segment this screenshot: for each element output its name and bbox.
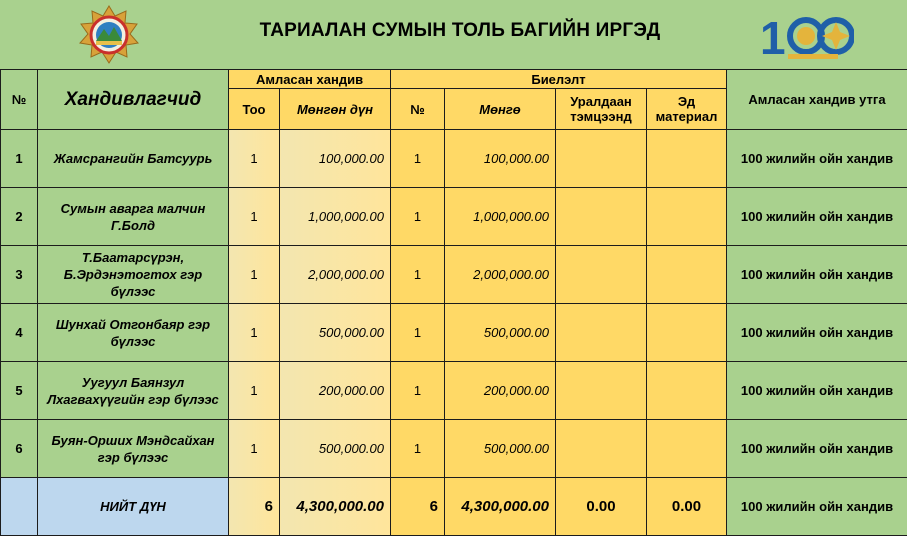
row-amount: 500,000.00 (280, 304, 391, 362)
row-contest (556, 420, 647, 478)
total-fulfilled-no: 6 (391, 478, 445, 536)
row-fulfilled-money: 1,000,000.00 (445, 188, 556, 246)
total-count: 6 (229, 478, 280, 536)
row-purpose: 100 жилийн ойн хандив (727, 188, 907, 246)
row-no: 3 (1, 246, 38, 304)
row-contest (556, 304, 647, 362)
row-contest (556, 130, 647, 188)
donation-table (0, 69, 907, 536)
title-bar (0, 0, 907, 70)
total-row (1, 478, 907, 536)
row-contest (556, 362, 647, 420)
row-count: 1 (229, 188, 280, 246)
header-fulfilled-no: № (391, 89, 445, 130)
total-purpose: 100 жилийн ойн хандив (727, 478, 907, 536)
row-material (647, 420, 727, 478)
row-no: 4 (1, 304, 38, 362)
total-blank-cell (1, 478, 38, 536)
row-fulfilled-money: 500,000.00 (445, 304, 556, 362)
row-count: 1 (229, 362, 280, 420)
header-no: № (1, 70, 38, 130)
row-donor: Жамсрангийн Батсуурь (38, 130, 229, 188)
row-fulfilled-no: 1 (391, 130, 445, 188)
table-row (1, 188, 907, 246)
header-fulfilled-group: Биелэлт (391, 70, 727, 89)
row-fulfilled-no: 1 (391, 362, 445, 420)
row-fulfilled-no: 1 (391, 246, 445, 304)
row-count: 1 (229, 304, 280, 362)
row-no: 1 (1, 130, 38, 188)
row-fulfilled-money: 100,000.00 (445, 130, 556, 188)
page-title: ТАРИАЛАН СУМЫН ТОЛЬ БАГИЙН ИРГЭД (259, 20, 661, 41)
row-amount: 2,000,000.00 (280, 246, 391, 304)
row-no: 5 (1, 362, 38, 420)
row-material (647, 188, 727, 246)
row-fulfilled-no: 1 (391, 188, 445, 246)
row-no: 6 (1, 420, 38, 478)
row-purpose: 100 жилийн ойн хандив (727, 304, 907, 362)
row-donor: Уугуул Баянзул Лхагвахүүгийн гэр бүлээс (38, 362, 229, 420)
row-fulfilled-no: 1 (391, 304, 445, 362)
row-amount: 1,000,000.00 (280, 188, 391, 246)
header-donor: Хандивлагчид (38, 70, 229, 130)
row-amount: 500,000.00 (280, 420, 391, 478)
header-fulfilled-money: Мөнгө (445, 89, 556, 130)
row-amount: 200,000.00 (280, 362, 391, 420)
svg-text:1: 1 (760, 12, 786, 62)
row-fulfilled-money: 2,000,000.00 (445, 246, 556, 304)
total-amount: 4,300,000.00 (280, 478, 391, 536)
total-contest: 0.00 (556, 478, 647, 536)
row-count: 1 (229, 420, 280, 478)
table-row (1, 420, 907, 478)
row-contest (556, 188, 647, 246)
row-purpose: 100 жилийн ойн хандив (727, 420, 907, 478)
total-fulfilled-money: 4,300,000.00 (445, 478, 556, 536)
row-fulfilled-no: 1 (391, 420, 445, 478)
row-donor: Буян-Орших Мэндсайхан гэр бүлээс (38, 420, 229, 478)
row-count: 1 (229, 130, 280, 188)
table-row (1, 362, 907, 420)
row-material (647, 246, 727, 304)
header-pledged-group: Амласан хандив (229, 70, 391, 89)
header-pledged-count: Тоо (229, 89, 280, 130)
row-material (647, 304, 727, 362)
row-donor: Т.Баатарсүрэн, Б.Эрдэнэтогтох гэр бүлээс (38, 246, 229, 304)
header-fulfilled-material: Эд материал (647, 89, 727, 130)
row-purpose: 100 жилийн ойн хандив (727, 246, 907, 304)
centennial-logo-icon (758, 10, 854, 62)
row-purpose: 100 жилийн ойн хандив (727, 362, 907, 420)
table-row (1, 246, 907, 304)
total-material: 0.00 (647, 478, 727, 536)
emblem-icon (78, 5, 140, 65)
table-row (1, 130, 907, 188)
total-label: НИЙТ ДҮН (38, 478, 229, 536)
row-material (647, 130, 727, 188)
row-count: 1 (229, 246, 280, 304)
row-material (647, 362, 727, 420)
row-contest (556, 246, 647, 304)
header-pledged-amount: Мөнгөн дүн (280, 89, 391, 130)
table-row (1, 304, 907, 362)
row-fulfilled-money: 500,000.00 (445, 420, 556, 478)
row-donor: Сумын аварга малчин Г.Болд (38, 188, 229, 246)
row-fulfilled-money: 200,000.00 (445, 362, 556, 420)
row-purpose: 100 жилийн ойн хандив (727, 130, 907, 188)
row-donor: Шунхай Отгонбаяр гэр бүлээс (38, 304, 229, 362)
row-amount: 100,000.00 (280, 130, 391, 188)
header-fulfilled-contest: Уралдаан тэмцээнд (556, 89, 647, 130)
row-no: 2 (1, 188, 38, 246)
header-purpose: Амласан хандив утга (727, 70, 907, 130)
